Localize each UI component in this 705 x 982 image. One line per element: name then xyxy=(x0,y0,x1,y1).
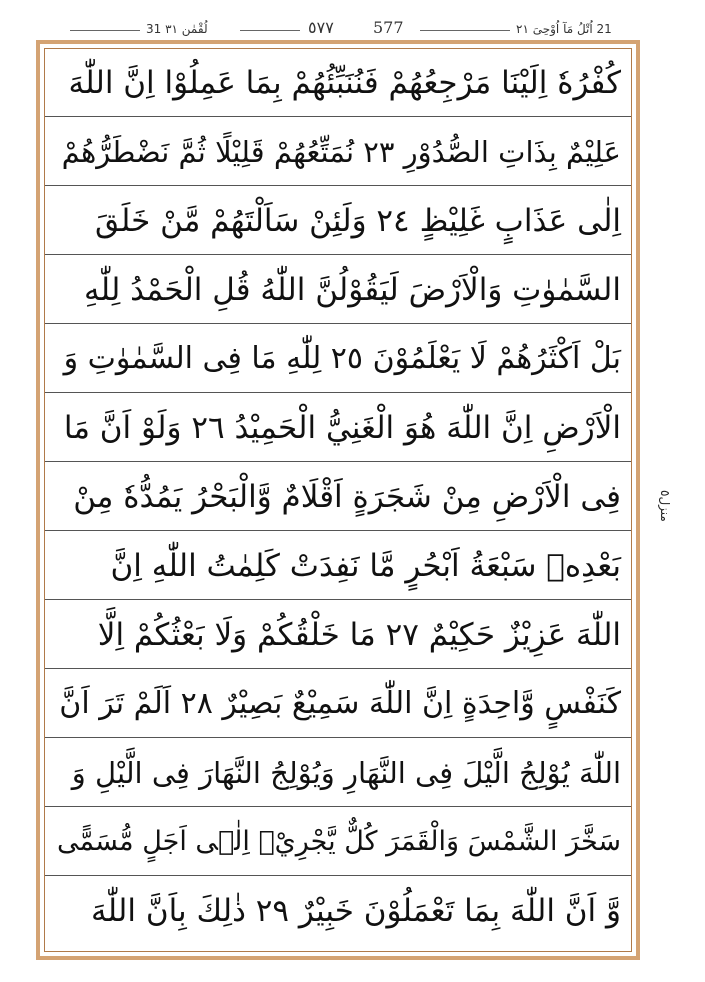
page-number-arabic: ٥٧٧ xyxy=(308,18,334,37)
quran-line xyxy=(45,877,631,945)
quran-line xyxy=(45,187,631,255)
quran-line xyxy=(45,808,631,876)
line-text: الْاَرْضِ اِنَّ اللّٰهَ هُوَ الْغَنِيُّ الْحَمِيْدُ ٢٦ وَلَوْ اَنَّ مَا xyxy=(63,410,621,446)
quran-line xyxy=(45,739,631,807)
quran-line xyxy=(45,394,631,462)
quran-line xyxy=(45,532,631,600)
quran-line xyxy=(45,49,631,117)
page-frame xyxy=(36,40,640,960)
line-text: اللّٰهَ عَزِيْزٌ حَكِيْمٌ ٢٧ مَا خَلْقُكُمْ وَلَا بَعْثُكُمْ اِلَّا xyxy=(97,617,621,653)
quran-line xyxy=(45,325,631,393)
line-text: كَنَفْسٍ وَّاحِدَةٍ اِنَّ اللّٰهَ سَمِيْعٌ بَصِيْرٌ ٢٨ اَلَمْ تَرَ اَنَّ xyxy=(59,686,621,721)
juz-name: 21 اُتْلُ مَآ اُوْحِیَ ٢١ xyxy=(516,22,612,36)
line-text: وَّ اَنَّ اللّٰهَ بِمَا تَعْمَلُوْنَ خَبِيْرٌ ٢٩ ذٰلِكَ بِاَنَّ اللّٰهَ xyxy=(91,893,621,929)
quran-line xyxy=(45,670,631,738)
manzil-label: منزل٥ xyxy=(658,490,672,522)
quran-line xyxy=(45,118,631,186)
line-text: اللّٰهَ يُوْلِجُ الَّيْلَ فِى النَّهَارِ وَيُوْلِجُ النَّهَارَ فِى الَّيْلِ وَ xyxy=(71,756,621,790)
line-text: السَّمٰوٰتِ وَالْاَرْضَ لَيَقُوْلُنَّ اللّٰهُ قُلِ الْحَمْدُ لِلّٰهِ xyxy=(83,272,621,308)
line-text: بَعْدِهٖ سَبْعَةُ اَبْحُرٍ مَّا نَفِدَتْ كَلِمٰتُ اللّٰهِ اِنَّ xyxy=(110,548,621,584)
page-header xyxy=(28,16,680,40)
quran-line xyxy=(45,463,631,531)
page-inner-frame xyxy=(44,48,632,952)
header-rule-mid-left xyxy=(240,30,300,31)
line-text: كُفْرُهٗ اِلَيْنَا مَرْجِعُهُمْ فَنُنَبِّئُهُمْ بِمَا عَمِلُوْا اِنَّ اللّٰهَ xyxy=(68,65,621,101)
line-text: اِلٰى عَذَابٍ غَلِيْظٍ ٢٤ وَلَئِنْ سَاَلْتَهُمْ مَّنْ خَلَقَ xyxy=(94,203,621,239)
quran-line xyxy=(45,256,631,324)
line-text: سَخَّرَ الشَّمْسَ وَالْقَمَرَ كُلٌّ يَّجْرِيْۤ اِلٰۤى اَجَلٍ مُّسَمًّى xyxy=(56,826,621,857)
header-rule-mid-right xyxy=(420,30,510,31)
line-text: فِى الْاَرْضِ مِنْ شَجَرَةٍ اَقْلَامٌ وَّالْبَحْرُ يَمُدُّهٗ مِنْ xyxy=(73,479,621,515)
quran-line xyxy=(45,601,631,669)
page-number: 577 xyxy=(373,18,404,37)
line-text: بَلْ اَكْثَرُهُمْ لَا يَعْلَمُوْنَ ٢٥ لِلّٰهِ مَا فِى السَّمٰوٰتِ وَ xyxy=(63,341,621,376)
header-rule-left xyxy=(70,30,140,31)
line-text: عَلِيْمٌ بِذَاتِ الصُّدُوْرِ ٢٣ نُمَتِّعُهُمْ قَلِيْلًا ثُمَّ نَضْطَرُّهُمْ xyxy=(61,135,621,169)
surah-name: 31 لُقْمٰن ٣١ xyxy=(146,22,208,36)
